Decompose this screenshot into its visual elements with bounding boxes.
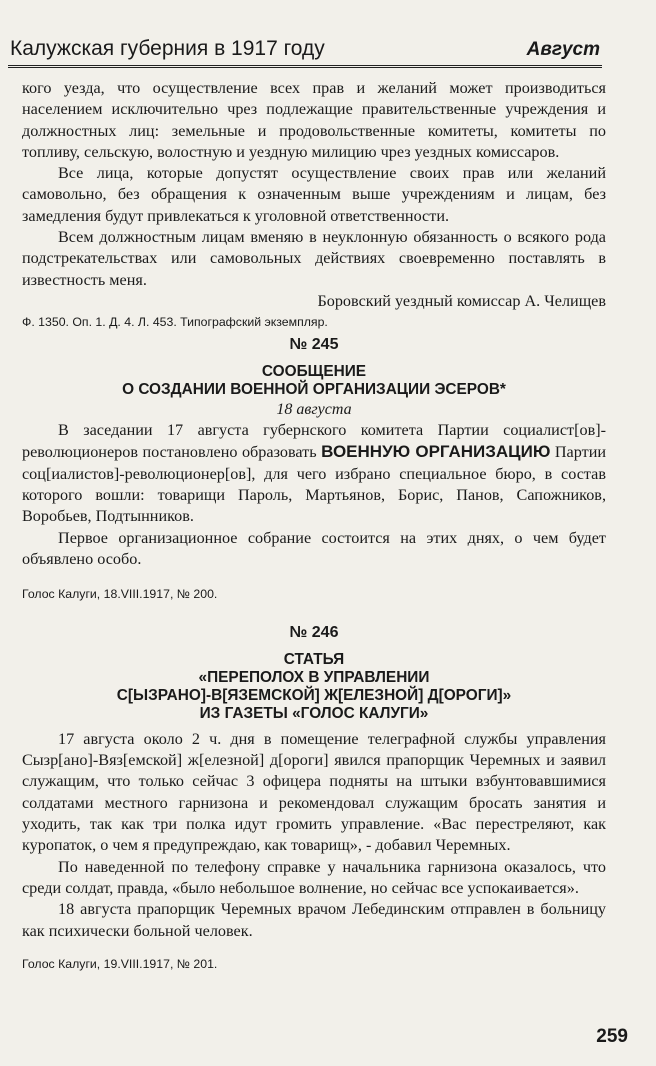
doc246-paragraph-2: По наведенной по телефону справке у начальника гарнизона оказалось, что среди солдат, правда, «было небольшое волнение, но сейчас все успокаивается». <box>22 857 606 897</box>
page-number: 259 <box>596 1026 628 1047</box>
doc245-source: Голос Калуги, 18.VIII.1917, № 200. <box>22 587 218 602</box>
doc1-signature: Боровский уездный комиссар А. Челищев <box>317 291 606 310</box>
doc245-p1-end: Партии соц[иалистов]-революционер[ов], для чего избрано специальное бюро, в состав которого вошли: товарищи Пароль, Мартьянов, Борис, Панов, Сапожников, Воробьев, Подтынников. <box>22 443 607 526</box>
doc245-p1-start: В заседании 17 августа губернского комитета Партии социалист[ов]-революционеров постановлено образовать <box>22 421 606 462</box>
doc246-title-line-4: ИЗ ГАЗЕТЫ «ГОЛОС КАЛУГИ» <box>199 704 429 722</box>
doc246-paragraph-1: 17 августа около 2 ч. дня в помещение телеграфной службы управления Сызр[ано]-Вяз[емской] ж[елезной] д[ороги] явился прапорщик Черемных и заявил служащим, что только сейчас 3 офицера подняты на штыки взбунтовавшимися солдатами местного гарнизона и рекомендовал служащим бросать занятия и уходить, так как три полка идут громить управление. «Вас перестреляют, как куропаток, о чем я предупреждаю, как товарищ», - добавил Черемных. <box>22 729 606 855</box>
doc1-paragraph-2: Все лица, которые допустят осуществление своих прав или желаний самовольно, без обращения к означенным выше учреждениям и лицам, без замедления будут привлекаться к уголовной ответственности. <box>22 164 606 225</box>
doc246-source: Голос Калуги, 19.VIII.1917, № 201. <box>22 956 218 971</box>
header-month: Август <box>526 39 600 60</box>
doc245-title-line-1: СООБЩЕНИЕ <box>261 362 367 380</box>
header-title: Калужская губерния в 1917 году <box>10 37 325 60</box>
doc245-number: № 245 <box>289 335 339 353</box>
page-body <box>22 78 606 975</box>
doc245-p1-emphasis: ВОЕННУЮ ОРГАНИЗАЦИЮ <box>321 442 551 462</box>
doc246-title-line-3: С[ЫЗРАНО]-В[ЯЗЕМСКОЙ] Ж[ЕЛЕЗНОЙ] Д[ОРОГИ]» <box>116 686 512 704</box>
doc1-source: Ф. 1350. Оп. 1. Д. 4. Л. 453. Типографский экземпляр. <box>22 315 328 330</box>
doc246-paragraph-3: 18 августа прапорщик Черемных врачом Лебединским отправлен в больницу как психически больной человек. <box>22 900 606 940</box>
doc245-paragraph-2: Первое организационное собрание состоится на этих днях, о чем будет объявлено особо. <box>22 528 606 568</box>
doc245-paragraph-1 <box>22 420 606 527</box>
doc246-title-line-2: «ПЕРЕПОЛОХ В УПРАВЛЕНИИ <box>198 668 430 686</box>
doc246-title-line-1: СТАТЬЯ <box>283 650 345 668</box>
doc1-paragraph-1: кого уезда, что осуществление всех прав и желаний может производиться населением исключительно чрез подлежащие правительственные учреждения и должностных лиц: земельные и продовольственные комитеты, комитеты по топливу, сельскую, волостную и уездную милицию чрез уездных комиссаров. <box>22 79 606 161</box>
doc245-date: 18 августа <box>276 400 352 418</box>
doc1-paragraph-3: Всем должностным лицам вменяю в неуклонную обязанность о всякого рода подстрекательствах или самовольных действиях своевременно поставлять в известность меня. <box>22 228 606 289</box>
running-header <box>8 37 602 68</box>
doc246-number: № 246 <box>289 623 339 641</box>
doc245-title-line-2: О СОЗДАНИИ ВОЕННОЙ ОРГАНИЗАЦИИ ЭСЕРОВ* <box>122 380 506 398</box>
